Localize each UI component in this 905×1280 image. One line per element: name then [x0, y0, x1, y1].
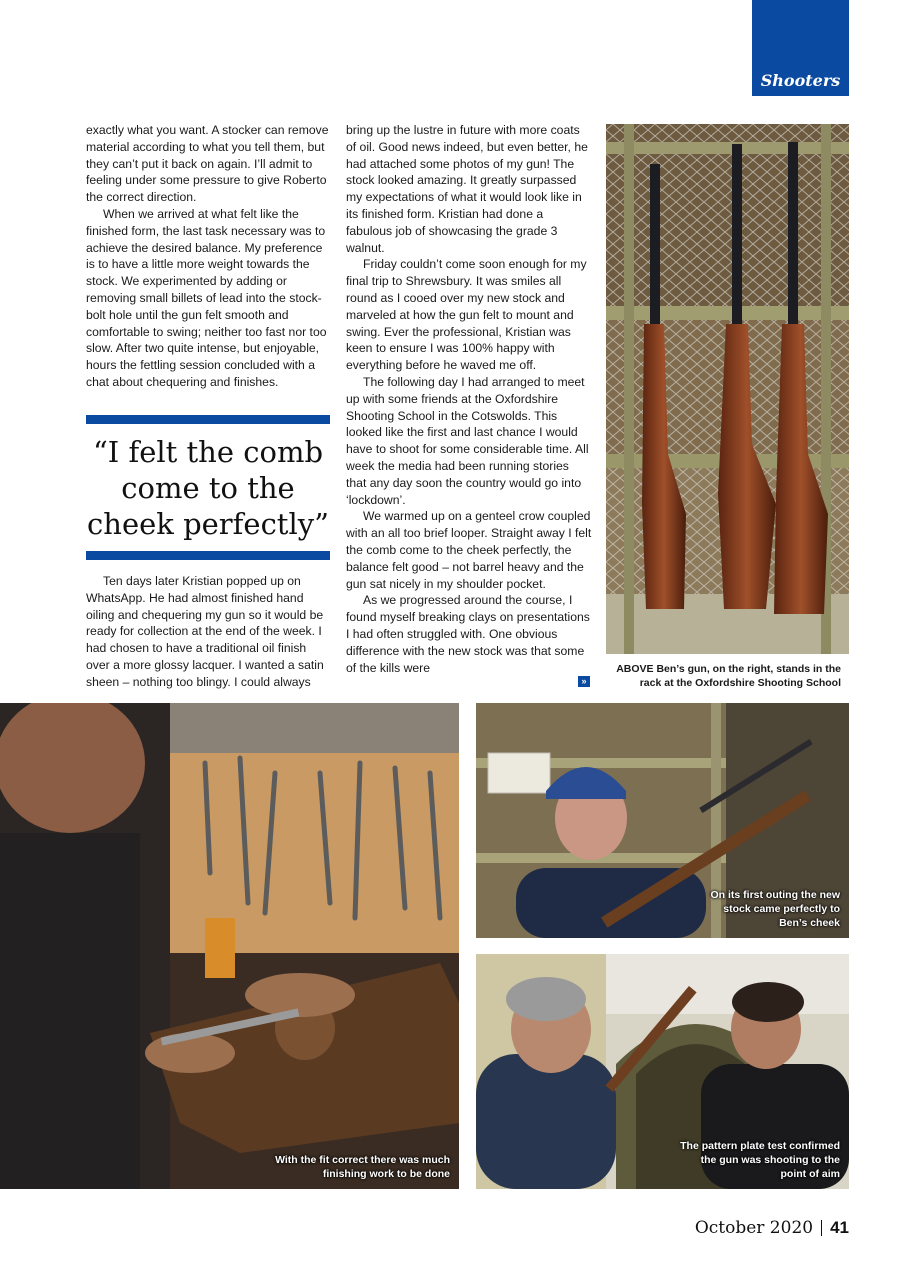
workshop-caption: With the fit correct there was much finishing work to be done — [275, 1154, 450, 1180]
pattern-plate-caption: The pattern plate test confirmed the gun was shooting to the point of aim — [680, 1140, 840, 1180]
paragraph: Ten days later Kristian popped up on WhatsApp. He had almost finished hand oiling and chequering my gun so it would be ready for collection at the end of the week. I had chosen to have a traditional oil finish over a more glossy lacquer. I wanted a satin sheen – nothing too blingy. I could always — [86, 574, 324, 689]
paragraph: When we arrived at what felt like the finished form, the last task necessary was to achieve the desired balance. My preference is to have a little more weight towards the stock. We experimented by adding or removing small billets of lead into the stock-bolt hole until the gun felt smooth and comfortable to swing; neither too fast nor too slow. After two quite intense, but enjoyable, hours the fettling session concluded with a chat about chequering and finishes. — [86, 206, 327, 389]
paragraph: exactly what you want. A stocker can remove material according to what you tell them, but they can’t put it back on again. I’ll admit to feeling under some pressure to give Roberto the correct direction. — [86, 123, 329, 205]
shooter-photo — [476, 703, 849, 938]
column-1 — [86, 122, 330, 391]
workshop-photo — [0, 703, 459, 1189]
pull-quote — [86, 415, 330, 560]
issue-date: October 2020 — [694, 1218, 814, 1238]
paragraph: We warmed up on a genteel crow coupled with an all too brief looper. Straight away I felt the comb come to the cheek perfectly, the balance felt good – not barrel heavy and the gun sat nicely in my shoulder pocket. — [346, 509, 592, 591]
section-tab — [752, 0, 849, 96]
paragraph: The following day I had arranged to meet up with some friends at the Oxfordshire Shooting School in the Cotswolds. This looked like the first and last chance I would have to shoot for some considerable time. All week the media had been running stories that any day soon the country would go into ‘lockdown’. — [346, 374, 589, 507]
workshop-illustration — [0, 703, 459, 1189]
paragraph: bring up the lustre in future with more coats of oil. Good news indeed, but even better, he had attached some photos of my gun! The stock looked amazing. It greatly surpassed my expectations of what it would look like in its finished form. Kristian had done a fabulous job of showcasing the grade 3 walnut. — [346, 123, 588, 255]
caption-lead: ABOVE — [616, 663, 654, 675]
gun-rack-illustration — [606, 124, 849, 654]
continue-arrow-icon: » — [578, 676, 590, 687]
page-number: 41 — [830, 1218, 849, 1237]
paragraph: As we progressed around the course, I found myself breaking clays on presentations I had often struggled with. One obvious difference with the new stock was that some of the kills were — [346, 593, 590, 675]
gun-rack-caption — [606, 662, 841, 690]
column-2 — [346, 122, 592, 676]
gun-rack-photo — [606, 124, 849, 654]
pull-quote-text: “I felt the comb come to the cheek perfectly” — [87, 434, 329, 541]
section-label: Shooters — [760, 71, 841, 90]
caption-text: Ben’s gun, on the right, stands in the rack at the Oxfordshire Shooting School — [639, 663, 841, 689]
shooter-caption: On its first outing the new stock came perfectly to Ben’s cheek — [710, 889, 840, 929]
page-footer — [695, 1218, 849, 1238]
footer-divider — [821, 1220, 822, 1236]
paragraph: Friday couldn’t come soon enough for my final trip to Shrewsbury. It was smiles all round as I cooed over my new stock and marveled at how the gun felt to mount and swing. Ever the professional, Kristian was keen to ensure I was 100% happy with everything before he waved me off. — [346, 257, 587, 373]
pattern-plate-photo — [476, 954, 849, 1189]
